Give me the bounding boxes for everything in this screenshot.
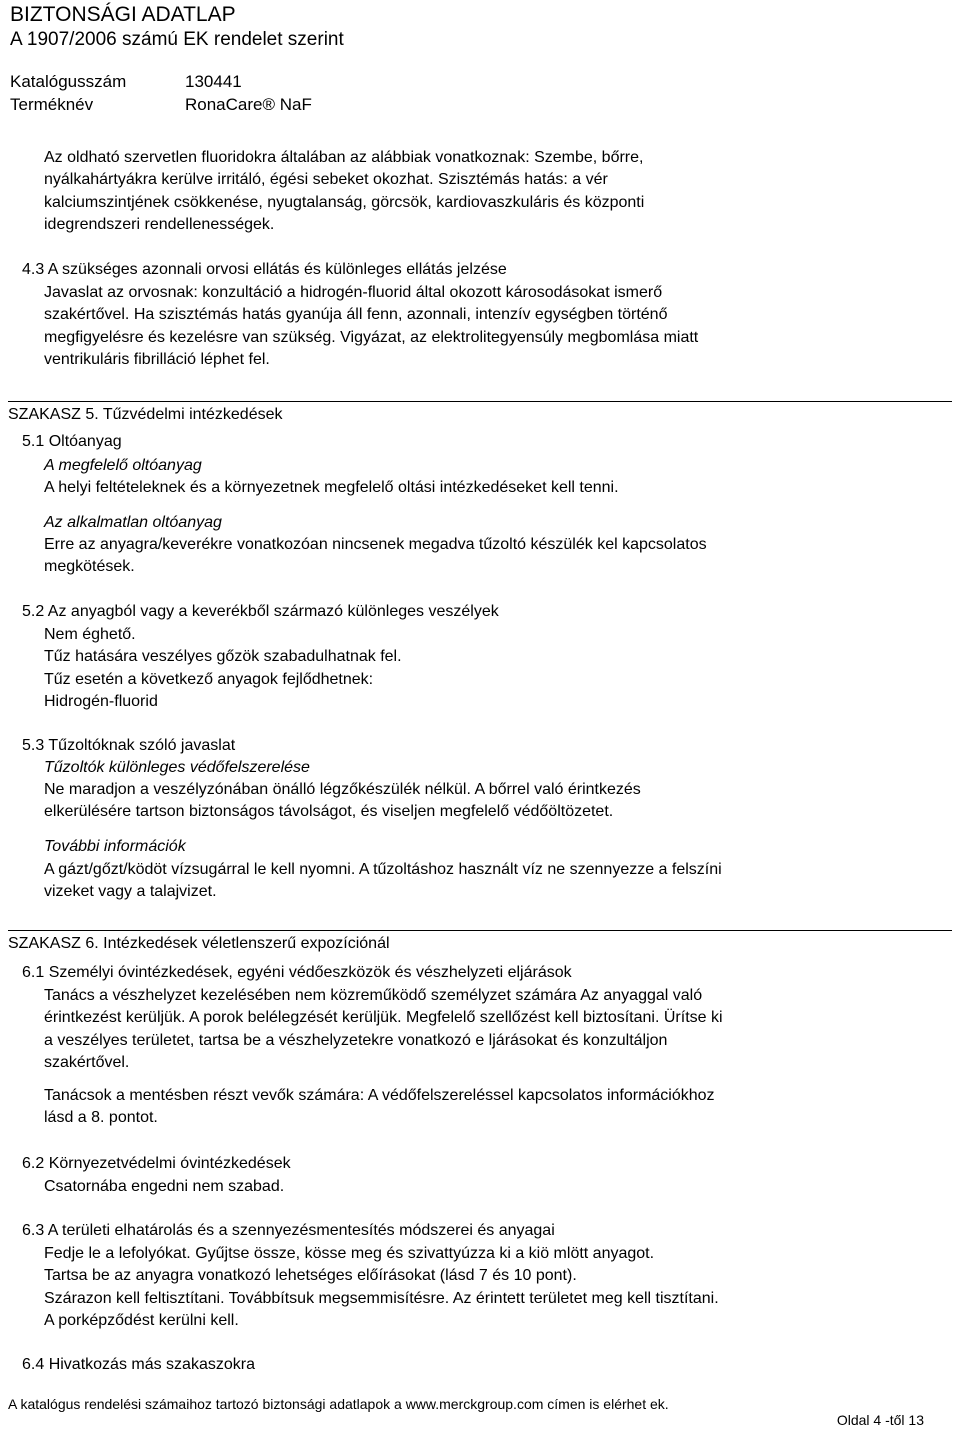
product-label: Terméknév bbox=[10, 95, 94, 114]
text-line: elkerülésére tartson biztonságos távolságot, és viseljen megfelelő védőöltözetet. bbox=[44, 803, 614, 821]
text-line: A gázt/gőzt/ködöt vízsugárral le kell nyomni. A tűzoltáshoz használt víz ne szennyezze a felszíni bbox=[44, 861, 722, 878]
document-title: BIZTONSÁGI ADATLAP bbox=[10, 3, 236, 26]
unsuitable-extinguishing-text bbox=[44, 534, 707, 579]
text-line: megfigyelésre és kezelésre van szükség. Vigyázat, az elektrolitegyensúly megbomlása miatt bbox=[44, 328, 699, 346]
text-line: érintkezést kerüljük. A porok belélegzését kerüljük. Megfelelő szellőzést kell biztosítani. Ürítse ki bbox=[44, 1009, 723, 1027]
subsection-5-2-heading: 5.2 Az anyagból vagy a keverékből származó különleges veszélyek bbox=[22, 603, 499, 620]
subsection-6-1-text-a bbox=[44, 985, 723, 1074]
intro-paragraph bbox=[44, 147, 644, 236]
unsuitable-extinguishing-label: Az alkalmatlan oltóanyag bbox=[44, 514, 222, 531]
text-line: Erre az anyagra/keverékre vonatkozóan nincsenek megadva tűzoltó készülék kel kapcsolatos bbox=[44, 536, 707, 553]
regulation-subtitle: A 1907/2006 számú EK rendelet szerint bbox=[10, 29, 344, 50]
subsection-5-3-heading: 5.3 Tűzoltóknak szóló javaslat bbox=[22, 737, 236, 754]
product-meta bbox=[10, 70, 312, 116]
subsection-6-2-text: Csatornába engedni nem szabad. bbox=[44, 1178, 285, 1195]
text-line: a veszélyes területet, tartsa be a vészhelyzetekre vonatkozó e ljárásokat és konzultáljon bbox=[44, 1031, 668, 1049]
firefighter-equipment-label: Tűzoltók különleges védőfelszerelése bbox=[44, 759, 310, 776]
text-line: lásd a 8. pontot. bbox=[44, 1109, 158, 1127]
text-line: ventrikuláris fibrilláció léphet fel. bbox=[44, 350, 270, 368]
intro-line: Az oldható szervetlen fluoridokra általában az alábbiak vonatkoznak: Szembe, bőrre, bbox=[44, 149, 644, 166]
catalog-row bbox=[10, 70, 312, 93]
text-line: szakértővel. Ha szisztémás hatás gyanúja áll fenn, azonnali, intenzív egységben történő bbox=[44, 306, 668, 324]
further-info-text bbox=[44, 859, 722, 904]
text-line: A porképződést kerülni kell. bbox=[44, 1311, 239, 1329]
text-line: Ne maradjon a veszélyzónában önálló légzőkészülék nélkül. A bőrrel való érintkezés bbox=[44, 781, 641, 798]
subsection-6-3-text bbox=[44, 1243, 719, 1332]
text-line: vizeket vagy a talajvizet. bbox=[44, 883, 217, 901]
footer-note: A katalógus rendelési számaihoz tartozó biztonsági adatlapok a www.merckgroup.com címen is elérhet ek. bbox=[8, 1396, 669, 1412]
page-number: Oldal 4 -től 13 bbox=[836, 1412, 924, 1428]
section-5-title: SZAKASZ 5. Tűzvédelmi intézkedések bbox=[8, 401, 952, 426]
product-row bbox=[10, 93, 312, 116]
suitable-extinguishing-text: A helyi feltételeknek és a környezetnek megfelelő oltási intézkedéseket kell tenni. bbox=[44, 479, 619, 496]
text-line: Nem éghető. bbox=[44, 626, 136, 643]
text-line: szakértővel. bbox=[44, 1053, 130, 1071]
section-6-title: SZAKASZ 6. Intézkedések véletlenszerű expozíciónál bbox=[8, 930, 952, 955]
subsection-6-2-heading: 6.2 Környezetvédelmi óvintézkedések bbox=[22, 1155, 291, 1172]
intro-line: kalciumszintjének csökkenése, nyugtalanság, görcsök, kardiovaszkuláris és központi bbox=[44, 193, 645, 211]
subsection-6-1-heading: 6.1 Személyi óvintézkedések, egyéni védőeszközök és vészhelyzeti eljárások bbox=[22, 964, 572, 981]
subsection-5-2-text bbox=[44, 624, 402, 713]
catalog-label: Katalógusszám bbox=[10, 72, 127, 91]
product-value: RonaCare® NaF bbox=[185, 95, 312, 114]
suitable-extinguishing-label: A megfelelő oltóanyag bbox=[44, 457, 202, 474]
firefighter-equipment-text bbox=[44, 779, 641, 824]
text-line: Tanács a vészhelyzet kezelésében nem közreműködő személyzet számára Az anyaggal való bbox=[44, 987, 703, 1004]
text-line: Tűz hatására veszélyes gőzök szabadulhatnak fel. bbox=[44, 648, 402, 666]
further-info-label: További információk bbox=[44, 838, 186, 855]
text-line: Hidrogén-fluorid bbox=[44, 692, 158, 710]
intro-line: nyálkahártyákra kerülve irritáló, égési sebeket okozhat. Szisztémás hatás: a vér bbox=[44, 171, 608, 189]
subsection-6-4-heading: 6.4 Hivatkozás más szakaszokra bbox=[22, 1356, 255, 1373]
subsection-6-1-text-b bbox=[44, 1085, 715, 1130]
text-line: Fedje le a lefolyókat. Gyűjtse össze, kösse meg és szivattyúzza ki a kiö mlött anyagot. bbox=[44, 1245, 655, 1262]
text-line: Tanácsok a mentésben részt vevők számára: A védőfelszereléssel kapcsolatos információkhoz bbox=[44, 1087, 715, 1104]
catalog-value: 130441 bbox=[185, 72, 242, 91]
text-line: megkötések. bbox=[44, 558, 135, 576]
text-line: Szárazon kell feltisztítani. Továbbítsuk megsemmisítésre. Az érintett területet meg kell tisztítani. bbox=[44, 1289, 719, 1307]
document-header bbox=[10, 0, 344, 51]
subsection-4-3-heading: 4.3 A szükséges azonnali orvosi ellátás és különleges ellátás jelzése bbox=[22, 261, 507, 278]
subsection-5-1-heading: 5.1 Oltóanyag bbox=[22, 433, 122, 450]
subsection-4-3-text bbox=[44, 282, 698, 371]
subsection-6-3-heading: 6.3 A területi elhatárolás és a szennyezésmentesítés módszerei és anyagai bbox=[22, 1222, 555, 1239]
text-line: Javaslat az orvosnak: konzultáció a hidrogén-fluorid által okozott károsodásokat ismerő bbox=[44, 284, 663, 301]
text-line: Tartsa be az anyagra vonatkozó lehetséges előírásokat (lásd 7 és 10 pont). bbox=[44, 1267, 577, 1285]
intro-line: idegrendszeri rendellenességek. bbox=[44, 215, 275, 233]
text-line: Tűz esetén a következő anyagok fejlődhetnek: bbox=[44, 670, 374, 688]
